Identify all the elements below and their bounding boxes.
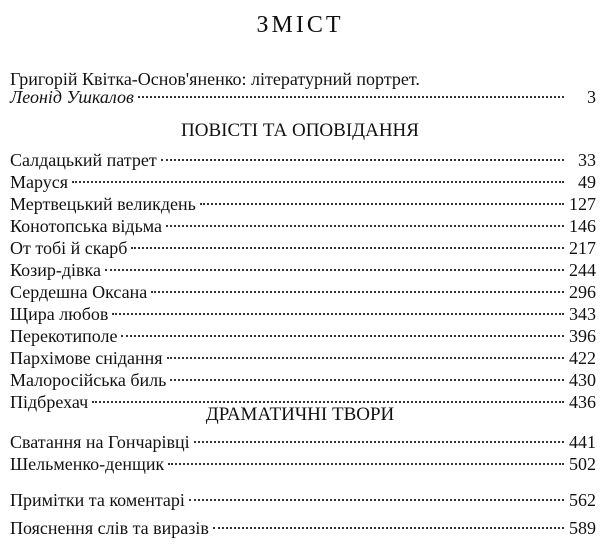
page-number: 3 (587, 87, 596, 107)
page-number: 343 (569, 304, 596, 324)
entry-title: Пархімове снідання (10, 348, 163, 368)
leader-dots (138, 96, 564, 98)
page-number: 502 (569, 454, 596, 474)
entry-title: Мертвецький великдень (10, 194, 196, 214)
page-number: 146 (569, 216, 596, 236)
page-title: ЗМІСТ (256, 12, 344, 38)
page-number: 430 (569, 370, 596, 390)
toc-entry (10, 368, 596, 392)
leader-dots (166, 225, 564, 227)
leader-dots (167, 357, 564, 359)
page-number: 422 (569, 348, 596, 368)
entry-title: Перекотиполе (10, 326, 118, 346)
toc-entry (10, 302, 596, 326)
toc-entry (10, 324, 596, 348)
leader-dots (131, 247, 564, 249)
leader-dots (170, 379, 564, 381)
toc-entry (10, 214, 596, 238)
page-number: 436 (569, 392, 596, 412)
leader-dots (92, 401, 564, 403)
toc-entry (10, 516, 596, 540)
entry-title: Пояснення слів та виразів (10, 518, 209, 538)
entry-title: Примітки та коментарі (10, 490, 185, 510)
toc-entry (10, 488, 596, 512)
page-number: 127 (569, 194, 596, 214)
leader-dots (189, 499, 564, 501)
entry-title: Шельменко-денщик (10, 454, 165, 474)
entry-title: Козир-дівка (10, 260, 101, 280)
page-number: 562 (569, 490, 596, 510)
entry-title: Підбрехач (10, 392, 89, 412)
section-heading-drama: ДРАМАТИЧНІ ТВОРИ (205, 404, 395, 425)
intro-author-entry (10, 85, 596, 109)
page-number: 244 (569, 260, 596, 280)
toc-entry (10, 170, 596, 194)
leader-dots (200, 203, 564, 205)
leader-dots (161, 159, 564, 161)
page-number: 396 (569, 326, 596, 346)
entry-title: Малоросійська биль (10, 370, 167, 390)
leader-dots (213, 527, 564, 529)
leader-dots (194, 441, 564, 443)
page-number: 217 (569, 238, 596, 258)
toc-entry (10, 346, 596, 370)
toc-entry (10, 236, 596, 260)
toc-entry (10, 192, 596, 216)
entry-title: Щира любов (10, 304, 109, 324)
leader-dots (151, 291, 564, 293)
toc-entry (10, 148, 596, 172)
page-number: 441 (569, 432, 596, 452)
section-heading-stories: ПОВІСТІ ТА ОПОВІДАННЯ (181, 120, 419, 141)
toc-entry (10, 258, 596, 282)
entry-title: Маруся (10, 172, 69, 192)
leader-dots (72, 181, 564, 183)
intro-author: Леонід Ушкалов (10, 87, 134, 107)
entry-title: Сватання на Гончарівці (10, 432, 190, 452)
toc-entry (10, 280, 596, 304)
entry-title: Сердешна Оксана (10, 282, 148, 302)
page-number: 49 (578, 172, 596, 192)
page-number: 589 (569, 518, 596, 538)
page-number: 296 (569, 282, 596, 302)
toc-entry (10, 430, 596, 454)
entry-title: Салдацький патрет (10, 150, 157, 170)
entry-title: От тобі й скарб (10, 238, 128, 258)
page-number: 33 (578, 150, 596, 170)
leader-dots (112, 313, 564, 315)
intro-line: Григорій Квітка-Основ'яненко: літературний портрет. (10, 69, 420, 89)
leader-dots (121, 335, 564, 337)
leader-dots (105, 269, 564, 271)
entry-title: Конотопська відьма (10, 216, 163, 236)
leader-dots (168, 463, 564, 465)
toc-entry (10, 452, 596, 476)
